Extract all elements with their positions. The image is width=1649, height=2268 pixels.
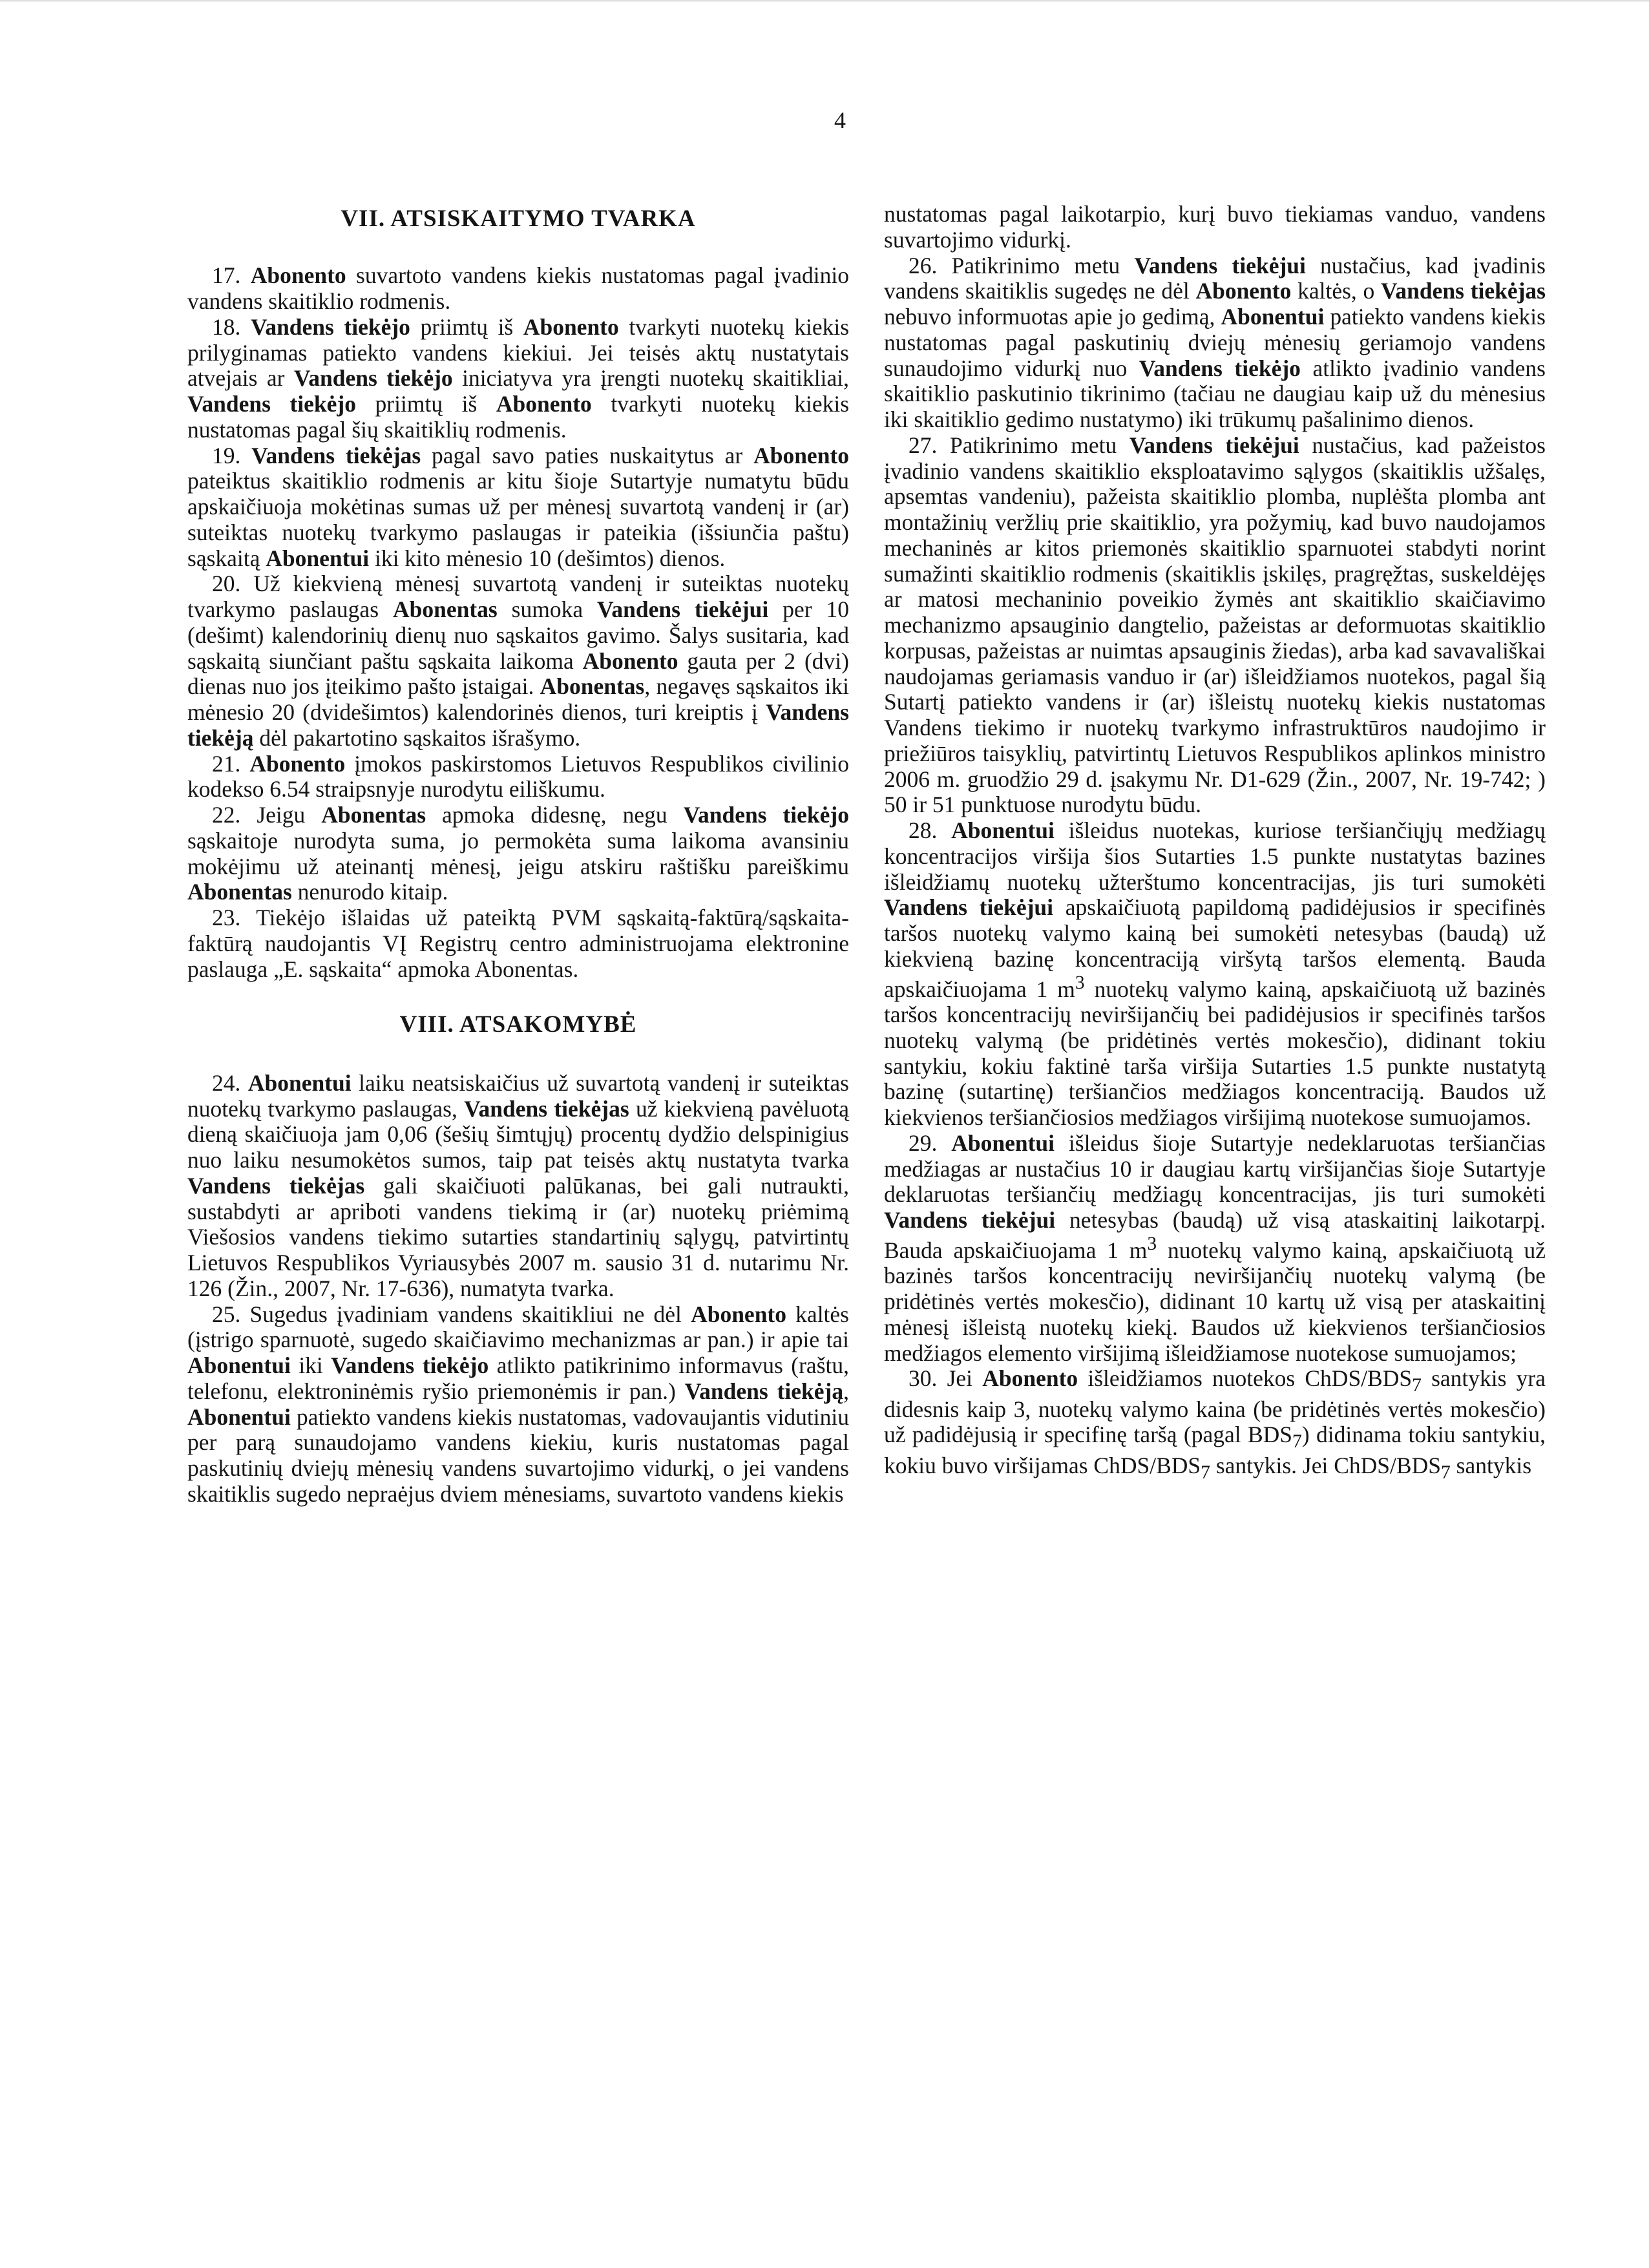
bold-term: Abonento [753, 442, 850, 468]
section-body-payment [187, 263, 849, 982]
contract-clause: 20. Už kiekvieną mėnesį suvartotą vandenį ir suteiktas nuotekų tvarkymo paslaugas Abonentas sumoka Vandens tiekėjui per 10 (dešimt) kalendorinių dienų nuo sąskaitos gavimo. Šalys susitaria, kad sąskaitą siunčiant paštu sąskaita laikoma Abonento gauta per 2 (dvi) dienas nuo jos įteikimo pašto įstaigai. Abonentas, negavęs sąskaitos iki mėnesio 20 (dvidešimtos) kalendorinės dienos, turi kreiptis į Vandens tiekėją dėl pakartotino sąskaitos išrašymo. [187, 571, 849, 751]
contract-clause: 26. Patikrinimo metu Vandens tiekėjui nustačius, kad įvadinis vandens skaitiklis sugedęs ne dėl Abonento kaltės, o Vandens tiekėjas nebuvo informuotas apie jo gedimą, Abonentui patiekto vandens kiekis nustatomas pagal paskutinių dviejų mėnesių geriamojo vandens sunaudojimo vidurkį nuo Vandens tiekėjo atlikto įvadinio vandens skaitiklio paskutinio tikrinimo (tačiau ne daugiau kaip už du mėnesius iki skaitiklio gedimo nustatymo) iki trūkumų pašalinimo dienos. [884, 252, 1546, 432]
bold-term: Abonento [496, 391, 592, 417]
bold-term: Abonentui [951, 817, 1055, 843]
subscript: 7 [1440, 1462, 1451, 1483]
subscript: 7 [1201, 1462, 1210, 1483]
bold-term: Vandens tiekėjo [1139, 355, 1301, 381]
bold-term: Vandens tiekėjo [683, 802, 850, 828]
bold-term: Abonentui [187, 1352, 291, 1379]
contract-clause: 22. Jeigu Abonentas apmoka didesnę, negu Vandens tiekėjo sąskaitoje nurodyta suma, jo permokėta suma laikoma avansiniu mokėjimu už ateinantį mėnesį, jeigu atskiru raštišku pareiškimu Abonentas nenurodo kitaip. [187, 802, 850, 905]
contract-clause: 18. Vandens tiekėjo priimtų iš Abonento tvarkyti nuotekų kiekis prilyginamas patiekto vandens kiekiui. Jei teisės aktų nustatytais atvejais ar Vandens tiekėjo iniciatyva yra įrengti nuotekų skaitikliai, Vandens tiekėjo priimtų iš Abonento tvarkyti nuotekų kiekis nustatomas pagal šių skaitiklių rodmenis. [187, 313, 850, 443]
continued-paragraph: nustatomas pagal laikotarpio, kurį buvo tiekiamas vanduo, vandens suvartojimo vidurkį. [884, 201, 1546, 253]
bold-term: Vandens tiekėjui [884, 1207, 1056, 1234]
bold-term: Vandens tiekėjo [187, 391, 356, 417]
bold-term: Abonento [1195, 278, 1292, 304]
contract-clause: 24. Abonentui laiku neatsiskaičius už suvartotą vandenį ir suteiktas nuotekų tvarkymo paslaugas, Vandens tiekėjas už kiekvieną pavėluotą dieną skaičiuoja jam 0,06 (šešių šimtųjų) procentų dydžio delspinigius nuo laiku nesumokėtos sumos, taip pat teisės aktų nustatyta tvarka Vandens tiekėjas gali skaičiuoti palūkanas, bei gali nutraukti, sustabdyti ar apriboti vandens tiekimą ir (ar) nuotekų priėmimą Viešosios vandens tiekimo sutarties standartinių sąlygų, patvirtintų Lietuvos Respublikos Vyriausybės 2007 m. sausio 31 d. nutarimu Nr. 126 (Žin., 2007, Nr. 17-636), numatyta tvarka. [187, 1069, 850, 1301]
bold-term: Vandens tiekėją [684, 1378, 844, 1404]
bold-term: Abonentas [540, 673, 645, 700]
bold-term: Vandens tiekėjas [1381, 278, 1546, 304]
superscript: 3 [1147, 1233, 1157, 1254]
section-body-liability [187, 1071, 849, 1507]
bold-term: Abonento [582, 647, 678, 674]
bold-term: Vandens tiekėjui [1134, 252, 1306, 278]
bold-term: Abonentui [247, 1069, 352, 1096]
section-heading-liability: VIII. ATSAKOMYBĖ [399, 1011, 637, 1038]
page-number: 4 [834, 107, 846, 133]
bold-term: Abonento [523, 313, 619, 340]
bold-term: Abonentui [187, 1403, 291, 1430]
contract-clause: 19. Vandens tiekėjas pagal savo paties nuskaitytus ar Abonento pateiktus skaitiklio rodmenis ar kitu šioje Sutartyje numatytu būdu apskaičiuoja mokėtinas sumas už per mėnesį suvartotą vandenį ir (ar) suteiktas nuotekų tvarkymo paslaugas ir pateikia (išsiunčia paštu) sąskaitą Abonentui iki kito mėnesio 10 (dešimtos) dienos. [187, 442, 850, 571]
bold-term: Vandens tiekėją [187, 699, 849, 751]
subscript: 7 [1412, 1375, 1422, 1396]
bold-term: Vandens tiekėjas [187, 1172, 365, 1199]
contract-clause: 17. Abonento suvartoto vandens kiekis nustatomas pagal įvadinio vandens skaitiklio rodmenis. [187, 262, 850, 315]
bold-term: Abonentui [1221, 304, 1325, 330]
contract-clause: 29. Abonentui išleidus šioje Sutartyje nedeklaruotas teršiančias medžiagas ar nustačius 10 ir daugiau kartų viršijančias šioje Sutartyje deklaruotas teršiančių medžiagų koncentracijas, jis turi sumokėti Vandens tiekėjui netesybas (baudą) už visą ataskaitinį laikotarpį. Bauda apskaičiuojama 1 $m^3$ nuotekų valymo kainą, apskaičiuotą už bazinės taršos koncentracijų neviršijančių nuotekų valymą (be pridėtinės vertės mokesčio), didinant 10 kartų už visą per ataskaitinį mėnesį išleistą nuotekų kiekį. Baudos už kiekvienos teršiančiosios medžiagos elemento viršijimą išleidžiamose nuotekose sumuojamos; [884, 1129, 1546, 1366]
bold-term: Abonento [982, 1365, 1078, 1392]
bold-term: Vandens tiekėjo [250, 313, 410, 340]
bold-term: Vandens tiekėjui [884, 894, 1054, 921]
bold-term: Vandens tiekėjui [1129, 432, 1299, 458]
contract-clause: 27. Patikrinimo metu Vandens tiekėjui nustačius, kad pažeistos įvadinio vandens skaitiklio eksploatavimo sąlygos (skaitiklis užšalęs, apsemtas vandeniu), pažeista skaitiklio plomba, nuplėšta plomba ant montažinių veržlių prie skaitiklio, yra požymių, kad buvo naudojamos mechaninės ar kitos priemonės skaitiklio sparnuotei stabdyti norint sumažinti skaitiklio rodmenis (skaitiklis įskilęs, pragręžtas, suskeldėjęs ar matosi mechaninio poveikio žymės ant skaitiklio skaičiavimo mechanizmo apsauginio dangtelio, pažeistas ar deformuotas skaitiklio korpusas, pažeistas ar nuimtas apsauginis žiedas), arba kad savavališkai naudojamas geriamasis vanduo ir (ar) išleidžiamos nuotekos, pagal šią Sutartį patiekto vandens ir (ar) išleistų nuotekų kiekis nustatomas Vandens tiekimo ir nuotekų tvarkymo infrastruktūros naudojimo ir priežiūros taisyklių, patvirtintų Lietuvos Respublikos aplinkos ministro 2006 m. gruodžio 29 d. įsakymu Nr. D1-629 (Žin., 2007, Nr. 19-742; ) 50 ir 51 punktuose nurodytu būdu. [884, 432, 1546, 818]
bold-term: Vandens tiekėjas [251, 442, 421, 468]
section-heading-payment: VII. ATSISKAITYMO TVARKA [341, 205, 696, 232]
bold-term: Abonento [691, 1301, 787, 1327]
bold-term: Vandens tiekėjas [464, 1095, 629, 1122]
bold-term: Abonentui [951, 1129, 1055, 1156]
right-column-body [884, 253, 1546, 1484]
contract-clause: 25. Sugedus įvadiniam vandens skaitikliui ne dėl Abonento kaltės (įstrigo sparnuotė, sugedo skaičiavimo mechanizmas ar pan.) ir apie tai Abonentui iki Vandens tiekėjo atlikto patikrinimo informavus (raštu, telefonu, elektroninėmis ryšio priemonėmis ir pan.) Vandens tiekėją, Abonentui patiekto vandens kiekis nustatomas, vadovaujantis vidutiniu per parą sunaudojamo vandens kiekiu, kuris nustatomas pagal paskutinių dviejų mėnesių vandens suvartojimo vidurkį, o jei vandens skaitiklis sugedo nepraėjus dviem mėnesiams, suvartoto vandens kiekis [187, 1301, 849, 1507]
bold-term: Abonento [249, 750, 346, 777]
bold-term: Abonentas [392, 596, 498, 623]
bold-term: Abonentas [187, 879, 292, 905]
contract-clause: 21. Abonento įmokos paskirstomos Lietuvos Respublikos civilinio kodekso 6.54 straipsnyje nurodytu eiliškumu. [187, 750, 850, 803]
scan-edge [0, 0, 1649, 3]
bold-term: Abonentui [266, 545, 370, 571]
subscript: 7 [1292, 1431, 1302, 1453]
bold-term: Vandens tiekėjui [597, 596, 769, 623]
contract-clause: 28. Abonentui išleidus nuotekas, kuriose teršiančiųjų medžiagų koncentracijos viršija šios Sutarties 1.5 punkte nustatytas bazines išleidžiamų nuotekų užterštumo koncentracijas, jis turi sumokėti Vandens tiekėjui apskaičiuotą papildomą padidėjusios ir specifinės taršos nuotekų valymo kainą bei sumokėti netesybas (baudą) už kiekvieną bazinę koncentraciją viršytą taršos elementą. Bauda apskaičiuojama 1 $m^3$ nuotekų valymo kainą, apskaičiuotą už bazinės taršos koncentracijų neviršijančių bei padidėjusios ir specifinės taršos nuotekų valymą (be pridėtinės vertės mokesčio), didinant tokiu santykiu, kokiu faktinė tarša viršija Sutarties 1.5 punkte nustatytą bazinę (sutartinę) teršiančios medžiagos koncentraciją. Baudos už kiekvienos teršiančiosios medžiagos viršijimą nuotekose sumuojamos. [884, 817, 1546, 1131]
bold-term: Abonentas [321, 802, 426, 828]
bold-term: Vandens tiekėjo [331, 1352, 489, 1379]
contract-clause: 30. Jei Abonento išleidžiamos nuotekos ChDS/$BDS_7$ santykis yra didesnis kaip 3, nuotekų valymo kaina (be pridėtinės vertės mokesčio) už padidėjusią ir specifinę taršą (pagal $BDS_7$) didinama tokiu santykiu, kokiu buvo viršijamas ChDS/$BDS_7$ santykis. Jei ChDS/$BDS_7$ santykis [884, 1365, 1546, 1483]
bold-term: Vandens tiekėjo [293, 365, 453, 392]
right-column [884, 202, 1546, 1484]
bold-term: Abonento [250, 262, 346, 289]
left-column [187, 202, 849, 1507]
superscript: 3 [1075, 972, 1085, 993]
contract-clause: 23. Tiekėjo išlaidas už pateiktą PVM sąskaitą-faktūrą/sąskaita-faktūrą naudojantis VĮ Registrų centro administruojama elektronine paslauga „E. sąskaita“ apmoka Abonentas. [187, 905, 849, 982]
